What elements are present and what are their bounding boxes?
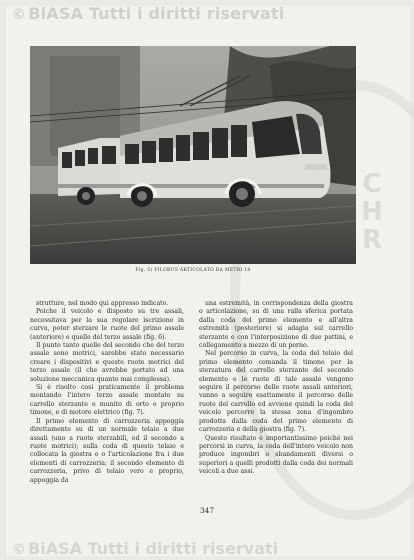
photo-illustration — [30, 46, 356, 264]
paragraph: Nel percorso in curva, la coda del telaio del primo elemento comanda il timone per la sterzatura del carrello sterzante del secondo elemento e le ruote di tale assale vengono seguire il percorso delle ruote assali anteriori, vanno a seguire esattamente il percorso delle ruote del carrello ed avviene quindi la coda del veicolo percorre la stessa zona d'ingombro prodotta dalla coda del primo elemento di carrozzeria e della giostra (fig. 7). — [199, 350, 353, 434]
page-number: 347 — [199, 506, 215, 515]
watermark-bottom — [12, 539, 278, 558]
paragraph: una estremità, in corrispondenza della giostra o articolazione, su di una ralla sferica portata dalla coda del primo elemento e all'altra estremità (posteriore) si adagia sul carrello sterzante e con l'interposizione di due pattini, e collegamento a mezzo di un perno. — [199, 300, 353, 350]
paragraph: Il primo elemento di carrozzeria appoggia direttamente su di un normale telaio a due assali (uno a ruote sterzabili, ed il secondo a ruote motrici); sulla coda di questo telaio e collocata la giostra e o l'articolazione fra i due elementi di carrozzeria; il secondo elemento di carrozzeria, privo di telaio vero e proprio, appoggia da — [30, 417, 184, 484]
text-column-right — [199, 300, 353, 477]
watermark-top-text: BiASA Tutti i diritti riservati — [28, 4, 285, 23]
paragraph: Questo risultato è importantissimo poiché nei percorsi in curva, la coda dell'intero veicolo non produce ingombri o sbandamenti diversi o superiori a quelli prodotti dalla coda dei normali veicoli a due assi. — [199, 434, 353, 476]
paragraph: Poiche il veicolo e disposto su tre assali, necessitava per la sua regolare iscrizione in curva, poter sterzare le ruote del primo assale (anteriore) e quelle del terzo assale (fig. 6). — [30, 308, 184, 341]
paragraph: Il punto tanto quelle del secondo che del terzo assale sono motrici, sarebbe stato necessario creare i dispositivi e queste ruote motrici del terzo assale (il che avrebbe portato ad una soluzione meccanica quanto mai complessa). — [30, 342, 184, 383]
copyright-symbol: © — [12, 542, 26, 558]
copyright-symbol: © — [12, 7, 27, 23]
paragraph: Si è risolto cosi praticamente il problema montando l'intero terzo assale montato su carrello sterzante e munito di orto e proprio timone, e di motore elettrico (fig. 7). — [30, 384, 184, 417]
seal-lettering: C H R — [361, 169, 383, 255]
text-column-left — [30, 300, 184, 485]
watermark-top — [12, 4, 285, 23]
figure-caption: Fig. 5) FILOBUS ARTICOLATO DA METRI 18 — [135, 268, 251, 273]
trolleybus-photo — [30, 46, 356, 264]
paragraph: strutture, nel modo qui appresso indicato. — [36, 300, 169, 307]
watermark-bottom-text: BiASA Tutti i diritti riservati — [28, 539, 279, 558]
